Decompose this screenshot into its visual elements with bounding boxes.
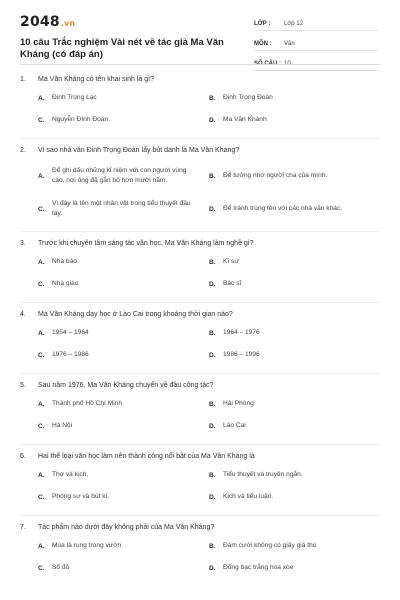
question-text: [20, 74, 380, 86]
question-4: [20, 309, 380, 374]
option-c[interactable]: [20, 194, 195, 224]
question-number: 3.: [20, 240, 26, 247]
question-divider: [20, 231, 380, 232]
option-a[interactable]: [20, 464, 195, 486]
question-list: [20, 74, 380, 582]
options-row: [20, 415, 380, 437]
options-row: [20, 557, 380, 579]
options-row: [20, 322, 380, 344]
option-d[interactable]: [195, 486, 380, 508]
question-number: 1.: [20, 76, 26, 83]
option-letter: B.: [209, 542, 216, 550]
option-text: Đinh Trọng Lạc: [52, 94, 97, 101]
question-1: [20, 74, 380, 139]
options-row: [20, 109, 380, 131]
question-text: [20, 238, 380, 250]
question-6: [20, 451, 380, 516]
option-text: Vì đây là tên một nhân vật trong tiểu thuyết đầu tay.: [52, 200, 191, 217]
meta-count: [254, 54, 378, 71]
question-prompt: Vì sao nhà văn Đinh Trọng Đoàn lấy bút danh là Ma Văn Kháng?: [38, 147, 240, 154]
options-row: [20, 158, 380, 194]
option-a[interactable]: [20, 87, 195, 109]
option-text: Thành phố Hồ Chí Minh: [52, 400, 123, 407]
option-letter: C.: [38, 280, 45, 288]
option-letter: A.: [38, 329, 45, 337]
option-a[interactable]: [20, 322, 195, 344]
option-text: Kĩ sư: [223, 258, 239, 265]
option-text: Hải Phòng: [223, 400, 254, 407]
option-b[interactable]: [195, 535, 380, 557]
option-letter: B.: [209, 471, 216, 479]
options-row: [20, 344, 380, 366]
option-d[interactable]: [195, 109, 380, 131]
option-text: Nguyễn Đình Đoàn: [52, 116, 109, 123]
meta-count-value: 10: [284, 61, 291, 67]
question-divider: [20, 138, 380, 139]
options-row: [20, 194, 380, 224]
option-text: Mùa lá rụng trong vườn: [52, 542, 122, 549]
options-row: [20, 486, 380, 508]
option-text: Hà Nội: [52, 422, 73, 429]
meta-grade: [254, 14, 378, 31]
option-letter: D.: [209, 280, 216, 288]
meta-grade-value: Lớp 12: [284, 21, 303, 27]
option-d[interactable]: [195, 557, 380, 579]
question-divider: [20, 515, 380, 516]
options-row: [20, 87, 380, 109]
question-text: [20, 145, 380, 157]
option-a[interactable]: [20, 251, 195, 273]
option-text: 1964 – 1976: [223, 329, 260, 336]
option-c[interactable]: [20, 344, 195, 366]
option-text: Tiểu thuyết và truyện ngắn.: [223, 471, 303, 478]
question-2: [20, 145, 380, 232]
question-prompt: Ma Văn Kháng dạy học ở Lào Cai trong khoảng thời gian nào?: [38, 311, 233, 318]
option-letter: C.: [38, 493, 45, 501]
options-row: [20, 535, 380, 557]
question-3: [20, 238, 380, 303]
option-c[interactable]: [20, 486, 195, 508]
option-text: Đinh Trọng Đoàn: [223, 94, 273, 101]
option-d[interactable]: [195, 415, 380, 437]
question-prompt: Ma Văn Kháng có tên khai sinh là gì?: [38, 76, 154, 83]
header-divider: [20, 64, 380, 65]
quiz-meta: [254, 14, 378, 74]
option-text: Để tránh trùng tên với các nhà văn khác.: [223, 205, 343, 212]
question-number: 6.: [20, 453, 26, 460]
question-5: [20, 380, 380, 445]
option-letter: A.: [38, 94, 45, 102]
question-text: [20, 522, 380, 534]
question-prompt: Sau năm 1976, Ma Văn Kháng chuyển về đâu công tác?: [38, 382, 214, 389]
question-text: [20, 309, 380, 321]
option-b[interactable]: [195, 251, 380, 273]
question-text: [20, 451, 380, 463]
option-d[interactable]: [195, 194, 380, 224]
option-letter: A.: [38, 258, 45, 266]
option-text: Kịch và tiểu luận.: [223, 493, 274, 500]
question-number: 2.: [20, 147, 26, 154]
option-a[interactable]: [20, 393, 195, 415]
option-letter: A.: [38, 471, 45, 479]
question-number: 4.: [20, 311, 26, 318]
options-row: [20, 464, 380, 486]
options-row: [20, 393, 380, 415]
option-d[interactable]: [195, 344, 380, 366]
option-d[interactable]: [195, 273, 380, 295]
option-text: Ma Văn Khánh: [223, 116, 267, 123]
option-text: Đám cưới không có giấy giá thú: [223, 542, 317, 549]
option-c[interactable]: [20, 415, 195, 437]
options-row: [20, 273, 380, 295]
option-letter: D.: [209, 493, 216, 501]
option-b[interactable]: [195, 87, 380, 109]
question-prompt: Hai thể loại văn học làm nên thành công nổi bật của Ma Văn Kháng là: [38, 453, 255, 460]
option-c[interactable]: [20, 273, 195, 295]
option-b[interactable]: [195, 158, 380, 194]
logo-suffix: .vn: [60, 19, 76, 28]
meta-grade-label: LỚP :: [254, 21, 271, 27]
option-text: 1976 – 1986: [52, 351, 89, 358]
options-row: [20, 251, 380, 273]
option-letter: B.: [209, 172, 216, 180]
option-letter: D.: [209, 422, 216, 430]
question-7: [20, 522, 380, 579]
option-c[interactable]: [20, 557, 195, 579]
option-letter: B.: [209, 258, 216, 266]
meta-subject: [254, 34, 378, 51]
option-letter: D.: [209, 205, 216, 213]
option-letter: A.: [38, 172, 45, 180]
option-letter: D.: [209, 351, 216, 359]
option-text: Đồng bạc trắng hoa xòe: [223, 564, 294, 571]
option-text: Nhà giáo: [52, 280, 79, 287]
option-letter: A.: [38, 400, 45, 408]
option-text: Nhà báo: [52, 258, 77, 265]
option-letter: C.: [38, 116, 45, 124]
option-text: Để tưởng nhớ người cha của mình.: [223, 172, 328, 179]
option-letter: C.: [38, 351, 45, 359]
option-letter: D.: [209, 116, 216, 124]
meta-count-label: SỐ CÂU :: [254, 61, 281, 67]
option-text: Thơ và kịch.: [52, 471, 89, 478]
option-letter: C.: [38, 422, 45, 430]
option-text: Để ghi dấu những kỉ niệm với con người vùng cao, nơi ông đã gắn bó hơn mười năm.: [52, 167, 187, 184]
option-text: 1986 – 1996: [223, 351, 260, 358]
question-prompt: Tác phẩm nào dưới đây không phải của Ma Văn Kháng?: [38, 524, 215, 531]
option-b[interactable]: [195, 464, 380, 486]
option-letter: C.: [38, 205, 45, 213]
option-a[interactable]: [20, 158, 195, 194]
option-b[interactable]: [195, 322, 380, 344]
question-divider: [20, 302, 380, 303]
option-text: Phóng sự và bút kí.: [52, 493, 110, 500]
option-b[interactable]: [195, 393, 380, 415]
option-letter: A.: [38, 542, 45, 550]
option-text: Lào Cai: [223, 422, 246, 429]
meta-subject-value: Văn: [284, 41, 295, 47]
option-text: Sổ đỏ: [52, 564, 70, 571]
option-letter: B.: [209, 400, 216, 408]
option-letter: C.: [38, 564, 45, 572]
question-divider: [20, 373, 380, 374]
question-divider: [20, 444, 380, 445]
option-letter: B.: [209, 329, 216, 337]
option-c[interactable]: [20, 109, 195, 131]
logo-main: 2048: [20, 14, 60, 30]
meta-subject-label: MÔN :: [254, 41, 272, 47]
option-a[interactable]: [20, 535, 195, 557]
site-logo[interactable]: [20, 14, 240, 30]
question-prompt: Trước khi chuyên tâm sáng tác văn học, Ma Văn Kháng làm nghề gì?: [38, 240, 254, 247]
header-left: [20, 14, 240, 61]
option-text: Bác sĩ: [223, 280, 242, 287]
page-title: 10 câu Trắc nghiệm Vài nét về tác giả Ma Văn Kháng (có đáp án): [20, 37, 224, 60]
question-number: 7.: [20, 524, 26, 531]
option-letter: D.: [209, 564, 216, 572]
question-number: 5.: [20, 382, 26, 389]
question-text: [20, 380, 380, 392]
option-text: 1954 – 1964: [52, 329, 89, 336]
option-letter: B.: [209, 94, 216, 102]
